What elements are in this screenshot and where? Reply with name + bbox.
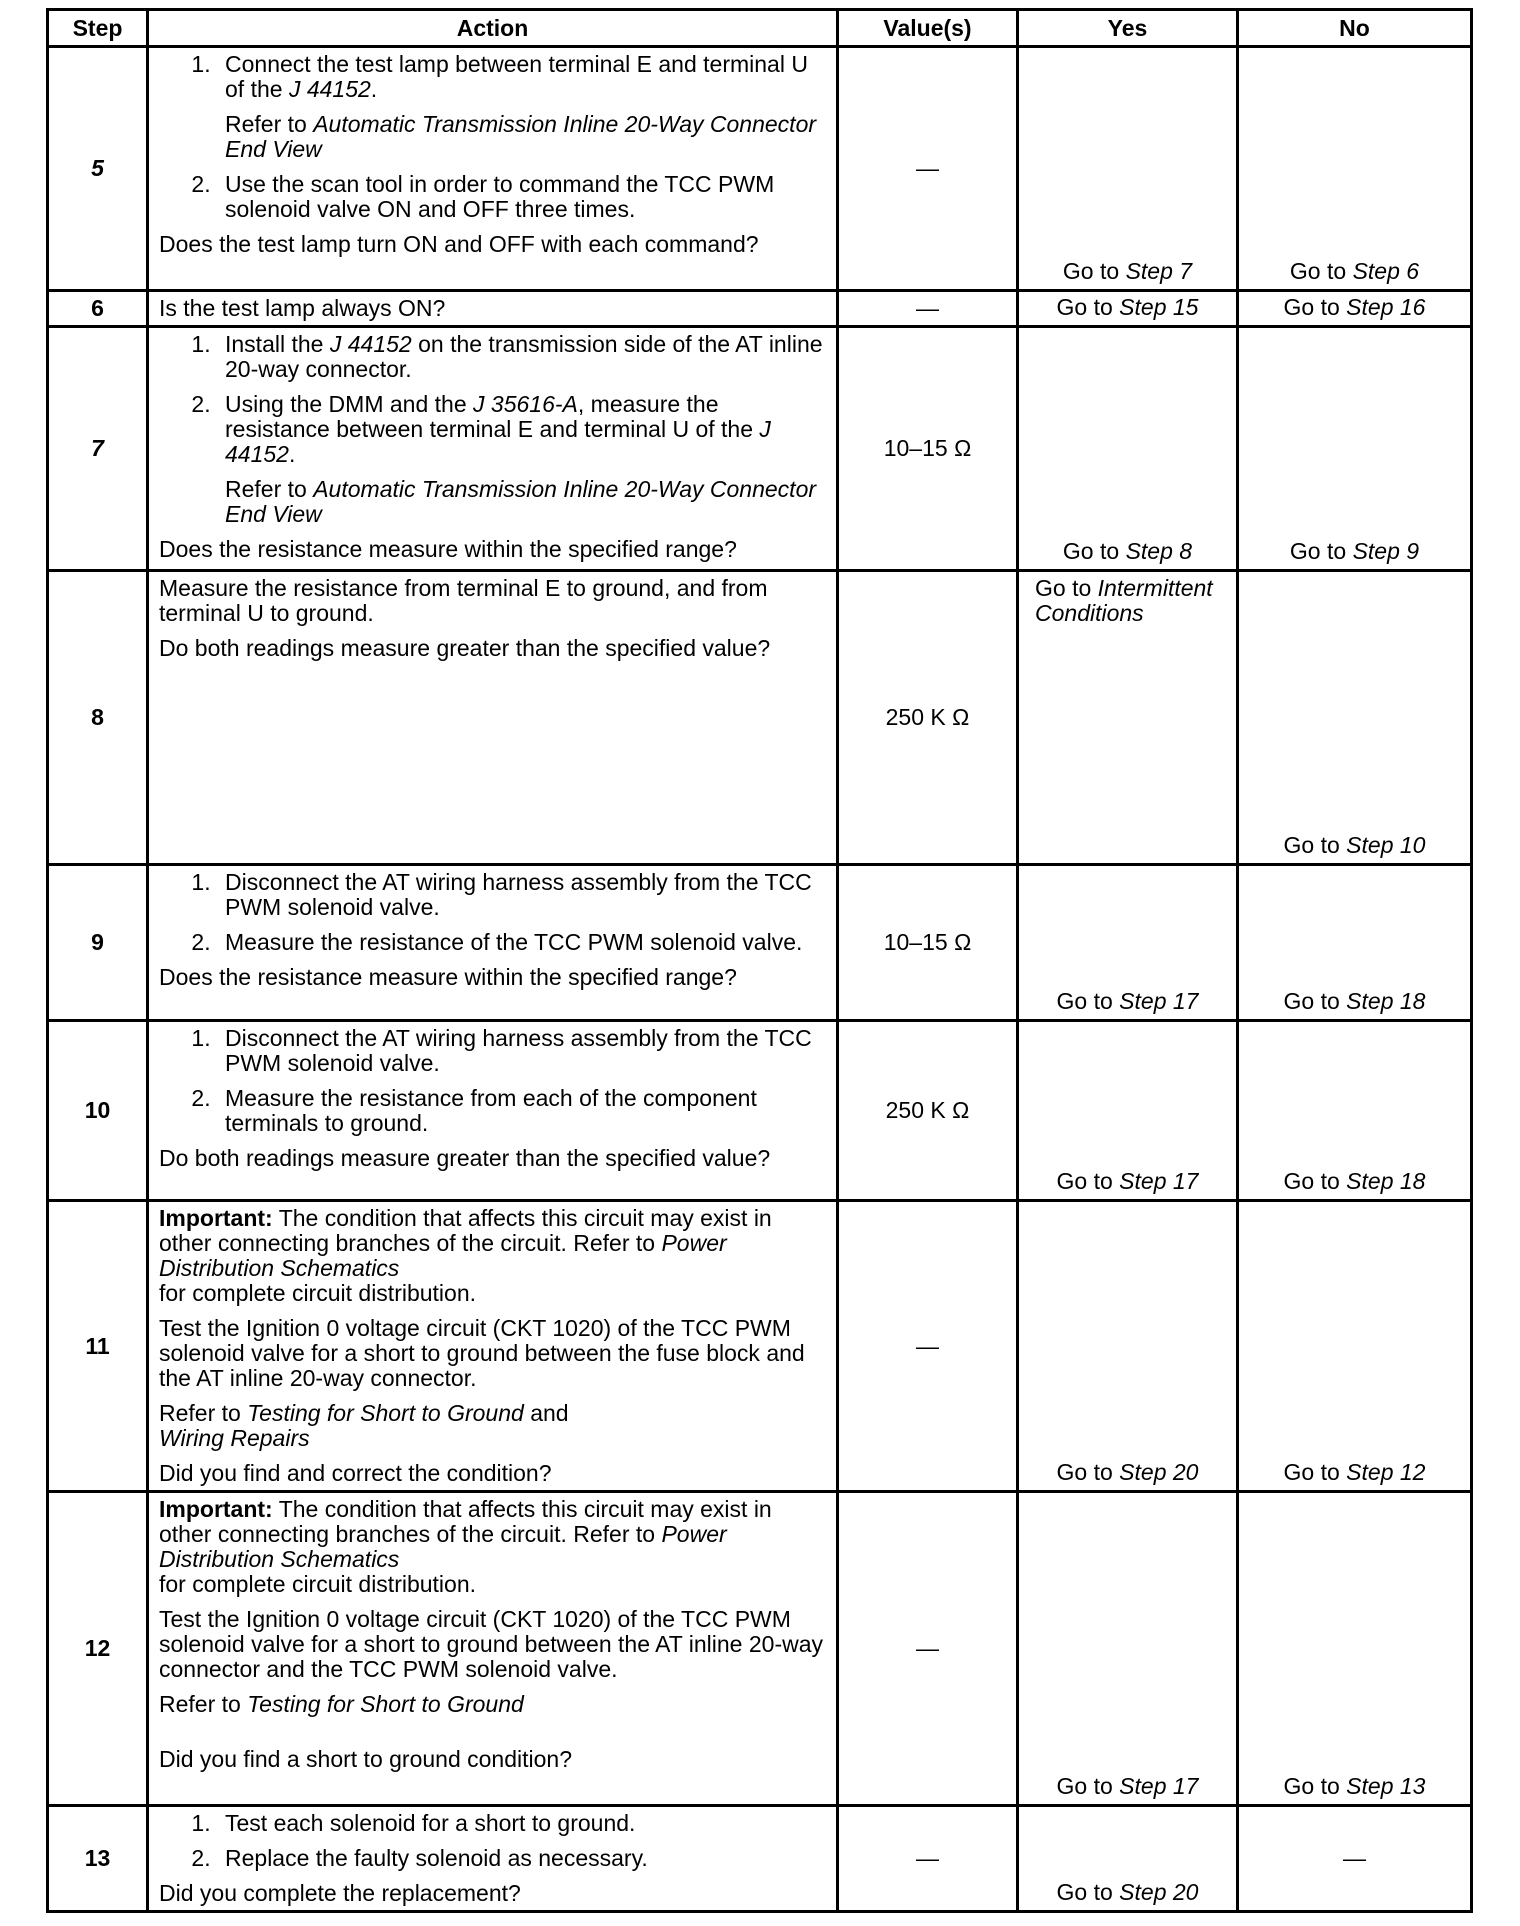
no-link[interactable]: Step 16 [1346,294,1426,320]
value-cell: 10–15 Ω [838,327,1018,571]
yes-cell: Go to Step 20 [1018,1201,1238,1492]
action-item: 1. Install the J 44152 on the transmission side of the AT inline 20-way connector. [217,332,826,382]
step-number: 12 [48,1492,148,1806]
action-item: 1. Disconnect the AT wiring harness assembly from the TCC PWM solenoid valve. [217,1026,826,1076]
yes-cell: Go to Step 20 [1018,1806,1238,1912]
action-cell [148,1806,838,1912]
no-cell: Go to Step 10 [1238,571,1472,865]
action-item: 2. Replace the faulty solenoid as necessary. [217,1846,826,1871]
action-question: Do both readings measure greater than the specified value? [159,635,771,661]
tool-ref: J 44152 [288,76,371,102]
doc-link[interactable]: Testing for Short to Ground [247,1691,524,1717]
action-question: Do both readings measure greater than the specified value? [159,1145,771,1171]
doc-link[interactable]: Automatic Transmission Inline 20-Way Connector End View [225,111,817,162]
tool-ref: J 44152 [225,416,771,467]
action-cell [148,1492,838,1806]
refer-line: Refer to Testing for Short to Ground [159,1691,524,1717]
no-link[interactable]: Step 9 [1352,538,1420,564]
important-note: Important: The condition that affects this circuit may exist in other connecting branches of the circuit. Refer to Power Distribution Schematics for complete circuit distribution. [159,1496,772,1597]
no-cell: Go to Step 6 [1238,47,1472,291]
step-number: 11 [48,1201,148,1492]
step-number: 6 [48,291,148,327]
action-item: 2. Measure the resistance of the TCC PWM solenoid valve. [217,930,826,955]
action-item: 1. Test each solenoid for a short to ground. [217,1811,826,1836]
doc-link[interactable]: Power Distribution Schematics [159,1521,727,1572]
action-question: Did you find a short to ground condition? [159,1746,572,1772]
action-text: Test the Ignition 0 voltage circuit (CKT 1020) of the TCC PWM solenoid valve for a short to ground between the AT inline 20-way connector and the TCC PWM solenoid valve. [159,1606,824,1682]
action-cell [148,1021,838,1201]
step-row-6 [48,291,1472,327]
value-cell: 250 K Ω [838,1021,1018,1201]
yes-link[interactable]: Step 17 [1119,1168,1199,1194]
header-yes: Yes [1018,10,1238,47]
step-row-12 [48,1492,1472,1806]
action-text: Measure the resistance from terminal E to ground, and from terminal U to ground. [159,575,768,626]
yes-cell: Go to Step 17 [1018,1492,1238,1806]
action-item: 2. Using the DMM and the J 35616-A, measure the resistance between terminal E and terminal U of the J 44152. Refer to Automatic Transmission Inline 20-Way Connector End View [217,392,826,527]
action-question: Did you find and correct the condition? [159,1460,552,1486]
step-number: 9 [48,865,148,1021]
no-cell: Go to Step 9 [1238,327,1472,571]
no-cell: Go to Step 16 [1238,291,1472,327]
yes-link[interactable]: Step 8 [1125,538,1193,564]
action-cell [148,865,838,1021]
yes-link[interactable]: Step 7 [1125,258,1193,284]
step-row-10 [48,1021,1472,1201]
value-cell: — [838,47,1018,291]
step-number: 5 [48,47,148,291]
no-cell: Go to Step 18 [1238,865,1472,1021]
no-link[interactable]: Step 6 [1352,258,1420,284]
header-row [48,10,1472,47]
important-note: Important: The condition that affects this circuit may exist in other connecting branches of the circuit. Refer to Power Distribution Schematics for complete circuit distribution. [159,1205,772,1306]
tool-ref: J 35616-A [473,391,578,417]
action-question: Does the test lamp turn ON and OFF with each command? [159,231,759,257]
action-question: Does the resistance measure within the specified range? [159,964,737,990]
yes-link[interactable]: Step 20 [1119,1879,1199,1905]
value-cell: — [838,1201,1018,1492]
step-number: 10 [48,1021,148,1201]
action-cell [148,47,838,291]
action-item: 1. Connect the test lamp between terminal E and terminal U of the J 44152. Refer to Automatic Transmission Inline 20-Way Connector End View [217,52,826,162]
action-question: Did you complete the replacement? [159,1880,521,1906]
doc-link[interactable]: Testing for Short to Ground [247,1400,524,1426]
yes-cell: Go to Step 7 [1018,47,1238,291]
step-number: 13 [48,1806,148,1912]
step-row-9 [48,865,1472,1021]
step-row-13 [48,1806,1472,1912]
step-row-7 [48,327,1472,571]
action-item: 2. Measure the resistance from each of the component terminals to ground. [217,1086,826,1136]
yes-cell: Go to Step 8 [1018,327,1238,571]
header-step: Step [48,10,148,47]
header-values: Value(s) [838,10,1018,47]
step-row-11 [48,1201,1472,1492]
yes-cell: Go to Step 15 [1018,291,1238,327]
action-item: 2. Use the scan tool in order to command the TCC PWM solenoid valve ON and OFF three times. [217,172,826,222]
no-cell: — [1238,1806,1472,1912]
action-text: Test the Ignition 0 voltage circuit (CKT 1020) of the TCC PWM solenoid valve for a short to ground between the fuse block and the AT inline 20-way connector. [159,1315,805,1391]
no-link[interactable]: Step 18 [1346,988,1426,1014]
header-no: No [1238,10,1472,47]
yes-link[interactable]: Step 17 [1119,988,1199,1014]
yes-cell: Go to Intermittent Conditions [1018,571,1238,865]
no-cell: Go to Step 18 [1238,1021,1472,1201]
no-cell: Go to Step 12 [1238,1201,1472,1492]
tool-ref: J 44152 [329,331,412,357]
refer-line: Refer to Automatic Transmission Inline 20-Way Connector End View [225,111,817,162]
action-question: Does the resistance measure within the specified range? [159,536,737,562]
action-cell [148,1201,838,1492]
yes-cell: Go to Step 17 [1018,865,1238,1021]
step-row-5 [48,47,1472,291]
value-cell: — [838,1492,1018,1806]
yes-link[interactable]: Step 20 [1119,1459,1199,1485]
value-cell: — [838,1806,1018,1912]
doc-link[interactable]: Power Distribution Schematics [159,1230,727,1281]
diagnostic-table [46,8,1473,1913]
step-number: 8 [48,571,148,865]
value-cell: — [838,291,1018,327]
action-cell [148,571,838,865]
no-link[interactable]: Step 18 [1346,1168,1426,1194]
action-cell [148,291,838,327]
no-link[interactable]: Step 13 [1346,1773,1426,1799]
refer-line: Refer to Automatic Transmission Inline 20-Way Connector End View [225,476,817,527]
action-item: 1. Disconnect the AT wiring harness assembly from the TCC PWM solenoid valve. [217,870,826,920]
header-action: Action [148,10,838,47]
yes-link[interactable]: Step 17 [1119,1773,1199,1799]
no-cell: Go to Step 13 [1238,1492,1472,1806]
yes-link[interactable]: Intermittent Conditions [1035,575,1213,626]
action-cell [148,327,838,571]
doc-link[interactable]: Automatic Transmission Inline 20-Way Connector End View [225,476,817,527]
step-number: 7 [48,327,148,571]
step-row-8 [48,571,1472,865]
refer-line: Refer to Testing for Short to Ground and Wiring Repairs [159,1400,569,1451]
doc-link[interactable]: Wiring Repairs [159,1425,310,1451]
yes-link[interactable]: Step 15 [1119,294,1199,320]
action-question: Is the test lamp always ON? [159,295,446,321]
value-cell: 10–15 Ω [838,865,1018,1021]
value-cell: 250 K Ω [838,571,1018,865]
no-link[interactable]: Step 12 [1346,1459,1426,1485]
yes-cell: Go to Step 17 [1018,1021,1238,1201]
no-link[interactable]: Step 10 [1346,832,1426,858]
